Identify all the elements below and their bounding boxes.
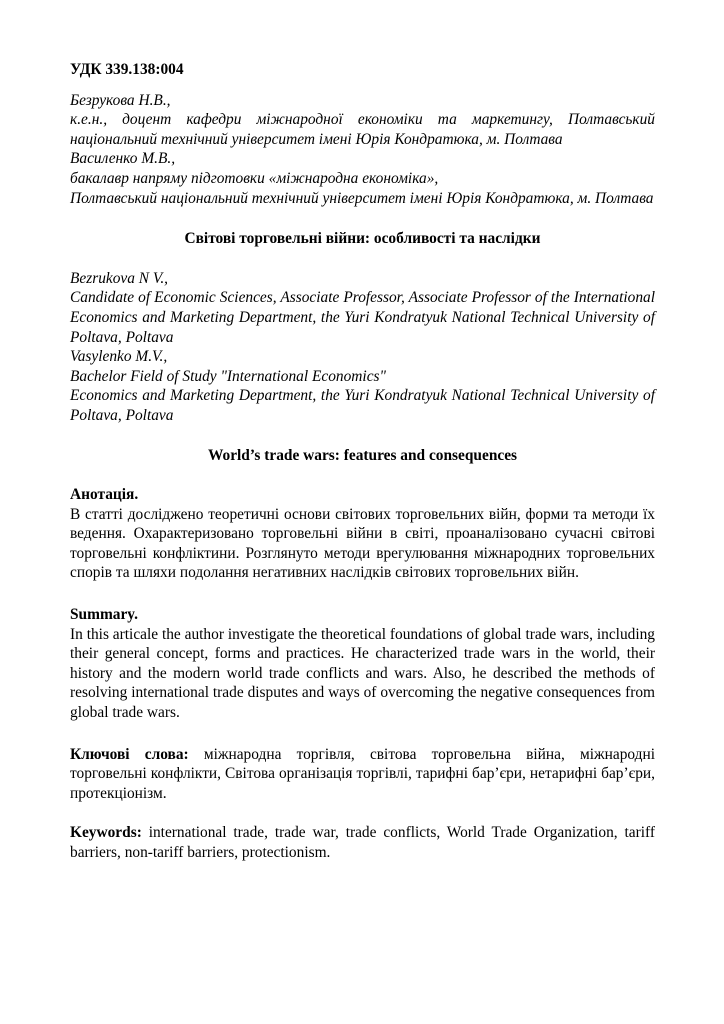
author2-affiliation-en: Economics and Marketing Department, the Yuri Kondratyuk National Technical University of Poltava, Poltava — [70, 387, 655, 424]
author1-name-ua: Безрукова Н.В., — [70, 91, 171, 109]
author2-name-en: Vasylenko M.V., — [70, 348, 168, 366]
author1-name-en: Bezrukova N V., — [70, 269, 169, 287]
document-page — [70, 60, 655, 863]
author1-affiliation-en: Candidate of Economic Sciences, Associate Professor, Associate Professor of the International Economics and Marketing Department, the Yuri Kondratyuk National Technical University of Poltava, Poltava — [70, 289, 655, 346]
author2-name-ua: Василенко М.В., — [70, 150, 176, 168]
keywords-ua — [70, 745, 655, 804]
summary-en-section — [70, 605, 655, 723]
article-title-ua: Світові торговельні війни: особливості та наслідки — [184, 230, 541, 248]
article-title-en: World’s trade wars: features and consequences — [207, 446, 518, 464]
keywords-ua-text: міжнародна торгівля, світова торговельна війна, міжнародні торговельні конфлікти, Світова організація торгівлі, тарифні бар’єри, нетарифні бар’єри, протекціонізм. — [70, 745, 655, 802]
author2-degree-ua: бакалавр напряму підготовки «міжнародна економіка», — [70, 169, 439, 187]
abstract-heading: Анотація. — [70, 486, 139, 504]
author1-affiliation-ua: к.е.н., доцент кафедри міжнародної економіки та маркетингу, Полтавський національний технічний університет імені Юрія Кондратюка, м. Полтава — [70, 111, 655, 148]
abstract-ua-section — [70, 485, 655, 583]
authors-ua-block — [70, 91, 655, 209]
author2-affiliation-ua: Полтавський національний технічний університет імені Юрія Кондратюка, м. Полтава — [70, 189, 654, 207]
keywords-ua-label: Ключові слова: — [70, 745, 189, 763]
summary-text: In this articale the author investigate the theoretical foundations of global trade wars, including their general concept, forms and practices. He characterized trade wars in the world, their history and the modern world trade conflicts and wars. Also, he described the methods of resolving international trade disputes and ways of overcoming the negative consequences from global trade wars. — [70, 625, 655, 722]
keywords-en-text: international trade, trade war, trade conflicts, World Trade Organization, tariff barriers, non-tariff barriers, protectionism. — [70, 824, 655, 861]
keywords-en — [70, 823, 655, 862]
abstract-text: В статті досліджено теоретичні основи світових торговельних війн, форми та методи їх ведення. Охарактеризовано торговельні війни в світі, проаналізовано сучасні світові торговельні конфліктини. Розглянуто методи врегулювання міжнародних торговельних спорів та шляхи подолання негативних наслідків світових торговельних війн. — [70, 505, 655, 582]
author2-degree-en: Bachelor Field of Study "International Economics" — [70, 367, 386, 385]
authors-en-block — [70, 269, 655, 426]
summary-heading: Summary. — [70, 606, 138, 624]
keywords-en-label: Keywords: — [70, 824, 142, 842]
udc-code: УДК 339.138:004 — [70, 61, 184, 78]
